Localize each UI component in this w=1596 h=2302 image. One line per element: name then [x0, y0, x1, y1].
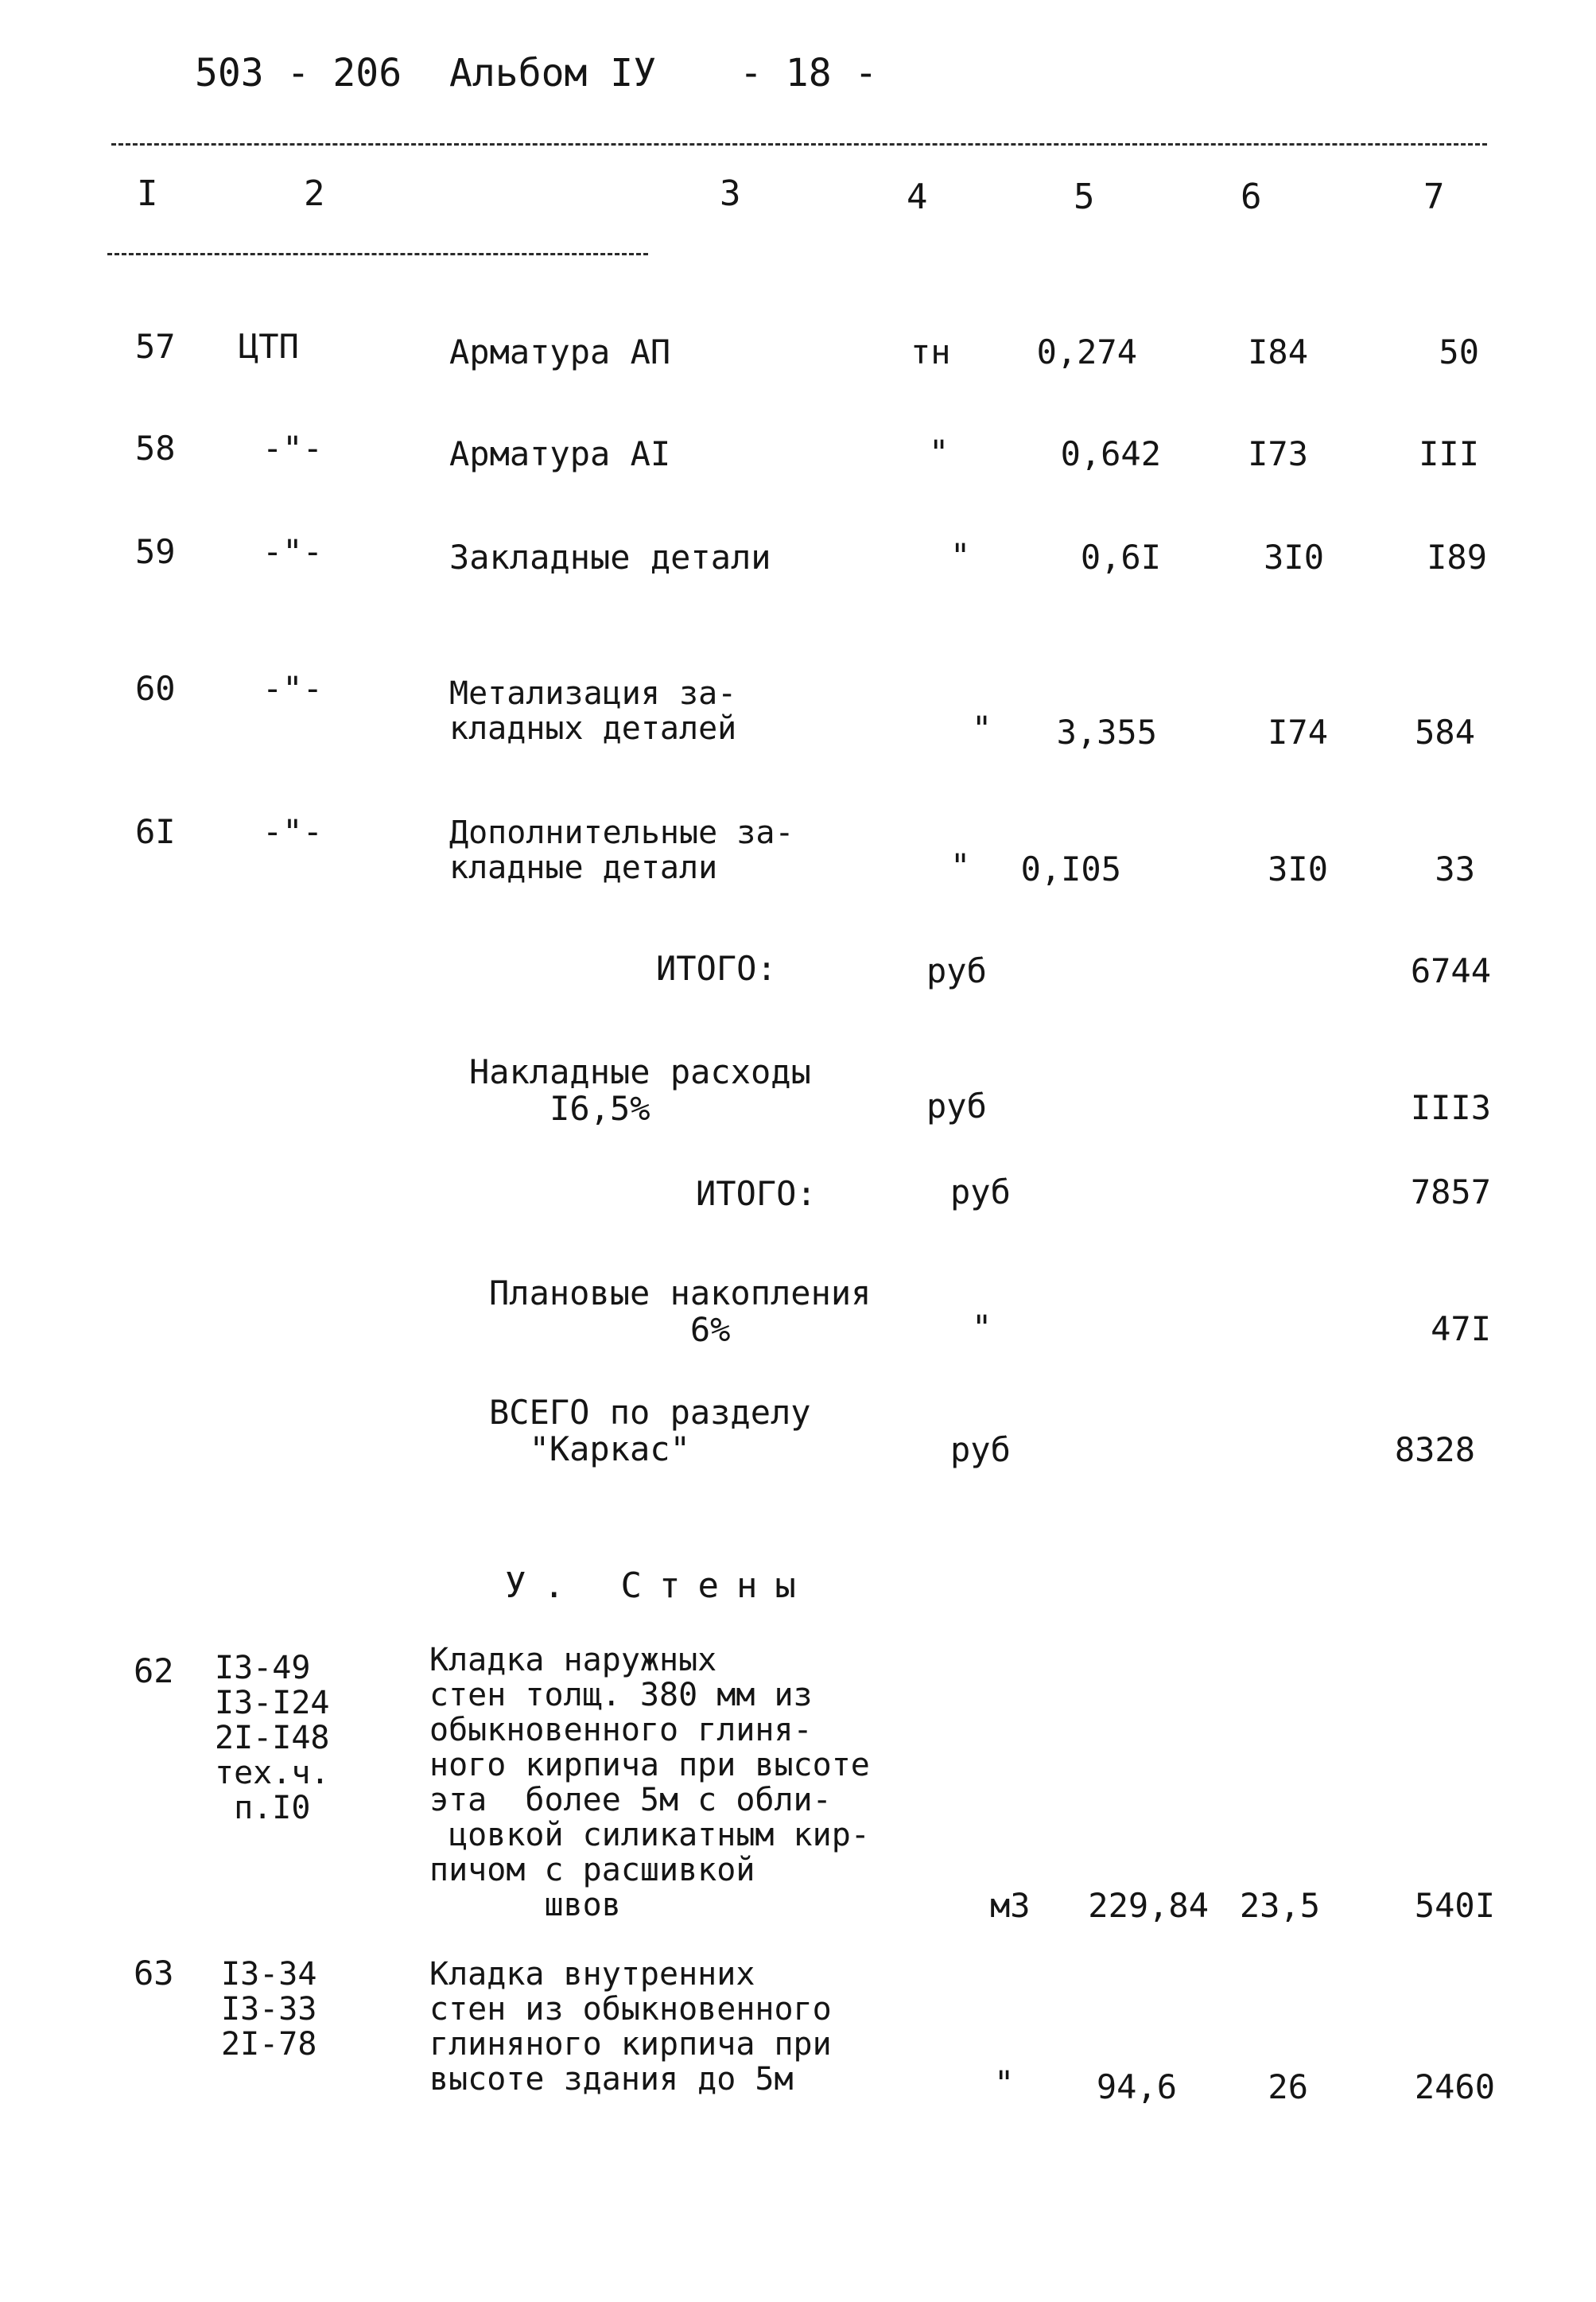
- row-unit-price: 26: [1268, 2067, 1308, 2106]
- row-total: 540I: [1414, 1886, 1495, 1925]
- row-name: Кладка внутренних стен из обыкновенного глиняного кирпича при высоте здания до 5м: [429, 1956, 832, 2098]
- row-total: I89: [1427, 538, 1487, 577]
- row-total: 584: [1415, 713, 1475, 752]
- summary-total: 7857: [1410, 1172, 1491, 1211]
- row-number: 6I: [135, 812, 176, 851]
- column-number-3: 3: [720, 173, 741, 214]
- row-name: Метализация за- кладных деталей: [449, 675, 737, 747]
- column-number-4: 4: [907, 177, 928, 217]
- row-quantity: 3,355: [1056, 713, 1157, 752]
- row-name: Арматура АП: [449, 332, 671, 371]
- column-number-5: 5: [1074, 177, 1095, 217]
- row-quantity: 0,I05: [1020, 850, 1121, 889]
- row-quantity: 0,6I: [1080, 538, 1161, 577]
- column-number-1: I: [137, 173, 158, 214]
- row-unit-price: 3I0: [1268, 850, 1328, 889]
- summary-total: 8328: [1394, 1430, 1475, 1469]
- document-code: 503 - 206: [195, 51, 402, 95]
- summary-total: 6744: [1410, 951, 1491, 990]
- row-unit: ": [972, 709, 992, 748]
- row-unit-price: I73: [1248, 434, 1308, 473]
- row-quantity: 94,6: [1096, 2067, 1177, 2106]
- summary-label: Плановые накопления 6%: [489, 1273, 872, 1349]
- row-number: 63: [134, 1954, 174, 1993]
- section-heading: У. Стены: [505, 1565, 814, 1606]
- row-number: 59: [135, 532, 176, 571]
- row-code: -"-: [262, 812, 323, 851]
- summary-unit: руб: [950, 1172, 1011, 1211]
- header-top-rule: [111, 143, 1487, 146]
- row-number: 62: [134, 1651, 174, 1690]
- summary-unit: руб: [926, 951, 987, 990]
- summary-unit: руб: [926, 1087, 987, 1126]
- row-name: Дополнительные за- кладные детали: [449, 815, 794, 886]
- row-total: III: [1419, 434, 1479, 473]
- row-unit: ": [950, 536, 971, 575]
- row-unit: ": [994, 2063, 1015, 2102]
- row-unit: ": [950, 846, 971, 885]
- row-number: 58: [135, 429, 176, 468]
- row-code: -"-: [262, 532, 323, 571]
- row-unit-price: I74: [1268, 713, 1328, 752]
- row-total: 2460: [1414, 2067, 1495, 2106]
- row-name: Кладка наружных стен толщ. 380 мм из обыкновенного глиня- ного кирпича при высоте эта более 5м с обли- цовкой силикатным кир- пичом с расшивкой швов: [429, 1642, 870, 1923]
- row-code: I3-49 I3-I24 2I-I48 тех.ч. п.I0: [215, 1650, 330, 1826]
- summary-label: Накладные расходы I6,5%: [469, 1052, 811, 1128]
- summary-label: ИТОГО:: [696, 1174, 817, 1213]
- summary-label: ВСЕГО по разделу "Каркас": [489, 1393, 811, 1468]
- row-quantity: 229,84: [1088, 1886, 1209, 1925]
- summary-total: III3: [1410, 1088, 1491, 1127]
- row-number: 57: [135, 327, 176, 366]
- row-unit-price: 23,5: [1239, 1886, 1320, 1925]
- row-unit: ": [929, 433, 949, 472]
- row-unit: м3: [990, 1886, 1031, 1925]
- summary-total: 47I: [1431, 1309, 1491, 1348]
- row-total: 33: [1435, 850, 1475, 889]
- column-number-6: 6: [1241, 177, 1262, 217]
- row-unit-price: I84: [1248, 332, 1308, 371]
- column-number-2: 2: [304, 173, 325, 214]
- row-code: -"-: [262, 429, 323, 468]
- header-bottom-rule: [107, 253, 648, 255]
- row-unit: тн: [911, 332, 951, 371]
- row-name: Закладные детали: [449, 538, 771, 577]
- row-number: 60: [135, 669, 176, 708]
- row-unit-price: 3I0: [1264, 538, 1324, 577]
- album-label: Альбом IУ: [449, 51, 657, 95]
- row-code: ЦТП: [239, 327, 299, 366]
- summary-label: ИТОГО:: [656, 949, 777, 988]
- row-quantity: 0,642: [1060, 434, 1161, 473]
- row-total: 50: [1439, 332, 1479, 371]
- summary-unit: ": [972, 1308, 992, 1347]
- summary-unit: руб: [950, 1430, 1011, 1469]
- row-code: I3-34 I3-33 2I-78: [221, 1956, 317, 2063]
- row-quantity: 0,274: [1036, 332, 1137, 371]
- page-number: - 18 -: [740, 51, 878, 95]
- column-number-7: 7: [1423, 177, 1445, 217]
- row-code: -"-: [262, 669, 323, 708]
- row-name: Арматура АI: [449, 434, 671, 473]
